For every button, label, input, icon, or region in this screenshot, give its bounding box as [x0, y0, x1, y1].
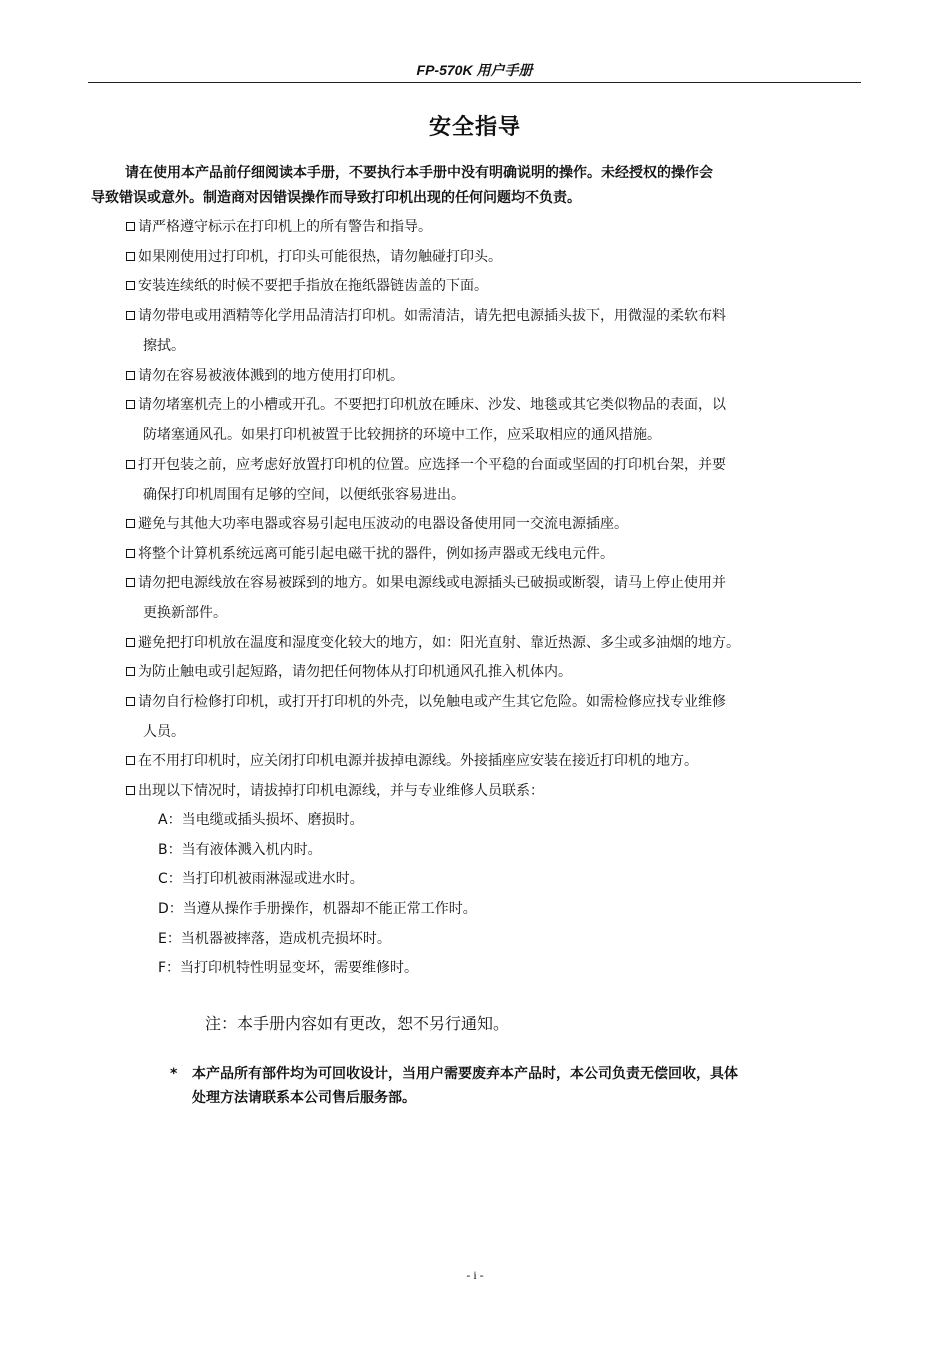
safety-item	[126, 361, 851, 391]
safety-item-text: 请勿把电源线放在容易被踩到的地方。如果电源线或电源插头已破损或断裂，请马上停止使用并	[138, 575, 726, 591]
safety-item-text: 请勿在容易被液体溅到的地方使用打印机。	[138, 368, 404, 384]
checkbox-bullet-icon	[126, 222, 135, 231]
document-header: FP-570K 用户手册	[416, 62, 533, 78]
condition-item: C：当打印机被雨淋湿或进水时。	[158, 871, 364, 887]
condition-item: D：当遵从操作手册操作，机器却不能正常工作时。	[158, 901, 477, 917]
condition-item: F：当打印机特性明显变坏，需要维修时。	[158, 960, 419, 976]
safety-item	[126, 687, 851, 747]
checkbox-bullet-icon	[126, 252, 135, 261]
safety-item	[126, 657, 851, 687]
safety-item	[126, 212, 851, 242]
safety-item-continuation: 人员。	[143, 724, 185, 740]
checkbox-bullet-icon	[126, 549, 135, 558]
safety-item-text: 避免与其他大功率电器或容易引起电压波动的电器设备使用同一交流电源插座。	[138, 516, 628, 532]
safety-item	[126, 450, 851, 510]
checkbox-bullet-icon	[126, 281, 135, 290]
safety-item-continuation: 防堵塞通风孔。如果打印机被置于比较拥挤的环境中工作，应采取相应的通风措施。	[143, 427, 661, 443]
condition-item: A：当电缆或插头损坏、磨损时。	[158, 812, 364, 828]
safety-item-text: 如果刚使用过打印机，打印头可能很热，请勿触碰打印头。	[138, 249, 502, 265]
intro-line-2: 导致错误或意外。制造商对因错误操作而导致打印机出现的任何问题均不负责。	[91, 190, 581, 206]
safety-item-text: 出现以下情况时，请拔掉打印机电源线，并与专业维修人员联系：	[138, 783, 544, 799]
intro-line-1: 请在使用本产品前仔细阅读本手册，不要执行本手册中没有明确说明的操作。未经授权的操作会	[125, 165, 713, 181]
checkbox-bullet-icon	[126, 667, 135, 676]
safety-item-text: 请勿自行检修打印机，或打开打印机的外壳，以免触电或产生其它危险。如需检修应找专业维修	[138, 694, 726, 710]
safety-item-text: 在不用打印机时，应关闭打印机电源并拔掉电源线。外接插座应安装在接近打印机的地方。	[138, 753, 698, 769]
checkbox-bullet-icon	[126, 786, 135, 795]
header-divider	[88, 82, 861, 83]
condition-item: E：当机器被摔落，造成机壳损坏时。	[158, 931, 391, 947]
recycling-line-2: 处理方法请联系本公司售后服务部。	[192, 1090, 416, 1106]
condition-item: B：当有液体溅入机内时。	[158, 842, 322, 858]
page-title: 安全指导	[428, 115, 521, 140]
checkbox-bullet-icon	[126, 519, 135, 528]
page-number: - i -	[466, 1268, 484, 1282]
safety-item	[126, 746, 851, 776]
safety-item-text: 请勿堵塞机壳上的小槽或开孔。不要把打印机放在睡床、沙发、地毯或其它类似物品的表面，以	[138, 397, 726, 413]
safety-item	[126, 568, 851, 628]
intro-paragraph	[91, 161, 851, 211]
safety-item	[126, 539, 851, 569]
safety-item-text: 将整个计算机系统远离可能引起电磁干扰的器件，例如扬声器或无线电元件。	[138, 546, 614, 562]
checkbox-bullet-icon	[126, 756, 135, 765]
safety-item	[126, 390, 851, 450]
checkbox-bullet-icon	[126, 697, 135, 706]
safety-item-text: 请严格遵守标示在打印机上的所有警告和指导。	[138, 219, 432, 235]
safety-item-continuation: 更换新部件。	[143, 605, 227, 621]
asterisk-icon: *	[170, 1066, 178, 1082]
safety-item	[126, 242, 851, 272]
checkbox-bullet-icon	[126, 638, 135, 647]
checkbox-bullet-icon	[126, 460, 135, 469]
safety-item	[126, 301, 851, 361]
checkbox-bullet-icon	[126, 311, 135, 320]
safety-item	[126, 271, 851, 301]
safety-item	[126, 776, 851, 806]
checkbox-bullet-icon	[126, 578, 135, 587]
recycling-notice	[170, 1062, 860, 1110]
safety-item	[126, 509, 851, 539]
recycling-line-1: 本产品所有部件均为可回收设计，当用户需要废弃本产品时，本公司负责无偿回收，具体	[192, 1066, 738, 1082]
checkbox-bullet-icon	[126, 371, 135, 380]
safety-item-text: 为防止触电或引起短路，请勿把任何物体从打印机通风孔推入机体内。	[138, 664, 572, 680]
change-notice: 注：本手册内容如有更改，恕不另行通知。	[205, 1014, 510, 1033]
safety-item-text: 避免把打印机放在温度和湿度变化较大的地方，如：阳光直射、靠近热源、多尘或多油烟的地方。	[138, 635, 740, 651]
safety-item-text: 打开包装之前，应考虑好放置打印机的位置。应选择一个平稳的台面或坚固的打印机台架，并要	[138, 457, 726, 473]
checkbox-bullet-icon	[126, 400, 135, 409]
safety-item-text: 安装连续纸的时候不要把手指放在拖纸器链齿盖的下面。	[138, 278, 488, 294]
safety-item-text: 请勿带电或用酒精等化学用品清洁打印机。如需清洁，请先把电源插头拔下，用微湿的柔软布料	[138, 308, 726, 324]
safety-item	[126, 628, 851, 658]
safety-item-continuation: 确保打印机周围有足够的空间，以便纸张容易进出。	[143, 487, 465, 503]
safety-item-continuation: 擦拭。	[143, 338, 185, 354]
